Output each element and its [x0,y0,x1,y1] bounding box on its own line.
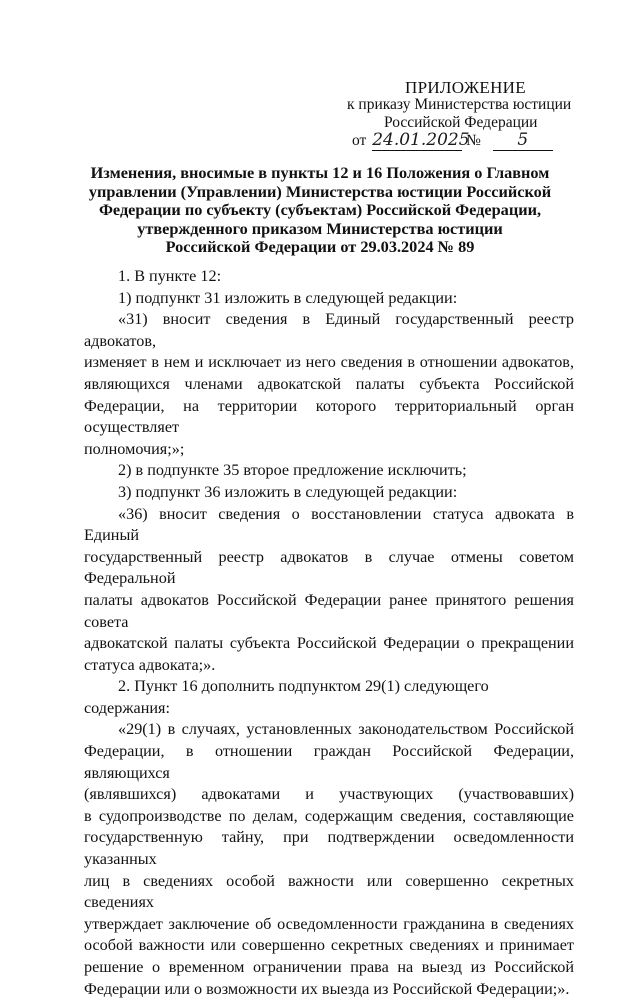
date-prefix: от [352,132,367,149]
text-line: Федерации или о возможности их выезда из Российской Федерации;». [84,979,570,998]
handwritten-date: 24.01.2025 [372,130,470,150]
text-line: адвокатской палаты субъекта Российской Федерации о прекращении [84,634,574,653]
appendix-line-1: к приказу Министерства юстиции [347,96,572,113]
appendix-line-2: Российской Федерации [384,114,538,131]
text-line: «31) вносит сведения в Единый государственный реестр адвокатов, [84,310,574,350]
heading-line: Изменения, вносимые в пункты 12 и 16 Положения о Главном [90,163,550,182]
item-1: 1. В пункте 12: [118,267,222,285]
text-line: «29(1) в случаях, установленных законодательством Российской [118,720,574,739]
heading-line: Федерации по субъекту (субъектам) Российской Федерации, [98,200,542,219]
text-line: Федерации, в отношении граждан Российской Федерации, являющихся [84,742,574,782]
appendix-date-number [352,130,612,152]
text-line: палаты адвокатов Российской Федерации ранее принятого решения совета [84,590,574,631]
subitem-1: 1) подпункт 31 изложить в следующей редакции: [118,288,458,307]
subitem-3: 3) подпункт 36 изложить в следующей редакции: [118,482,458,501]
handwritten-number: 5 [493,130,553,151]
text-line: утверждает заключение об осведомленности гражданина в сведениях [84,914,574,933]
quote-36 [84,504,574,677]
heading-line: Российской Федерации от 29.03.2024 № 89 [165,237,475,256]
heading-line: утвержденного приказом Министерства юстиции [137,218,503,238]
text-line: изменяет в нем и исключает из него сведения в отношении адвокатов, [84,353,574,372]
text-line: статуса адвоката;». [84,655,216,674]
text-line: «36) вносит сведения о восстановлении статуса адвоката в Единый [84,504,574,545]
text-line: (являвшихся) адвокатами и участвующих (участвовавших) [84,785,574,804]
heading-line: управлении (Управлении) Министерства юстиции Российской [88,181,552,201]
text-line: особой важности или совершенно секретных сведениях и принимает [84,936,574,955]
subitem-2: 2) в подпункте 35 второе предложение исключить; [118,461,467,480]
text-line: полномочия;»; [84,439,185,458]
text-line: государственную тайну, при подтверждении осведомленности указанных [84,828,574,869]
text-line: в судопроизводстве по делам, содержащим сведения, составляющие [84,806,574,825]
quote-31 [84,309,574,460]
text-line: государственный реестр адвокатов в случае отмены советом Федеральной [84,547,574,588]
document-body [84,266,574,1000]
document-heading [60,164,580,257]
appendix-title: ПРИЛОЖЕНИЕ [405,78,526,97]
number-prefix: № [466,132,481,149]
quote-29-1 [84,719,574,1000]
text-line: решение о временном ограничении права на выезд из Российской [84,958,574,976]
item-2: 2. Пункт 16 дополнить подпунктом 29(1) следующего содержания: [84,677,489,717]
text-line: лиц в сведениях особой важности или совершенно секретных сведениях [84,871,574,912]
text-line: являющихся членами адвокатской палаты субъекта Российской [84,374,574,393]
text-line: Федерации, на территории которого территориальный орган осуществляет [84,396,574,437]
